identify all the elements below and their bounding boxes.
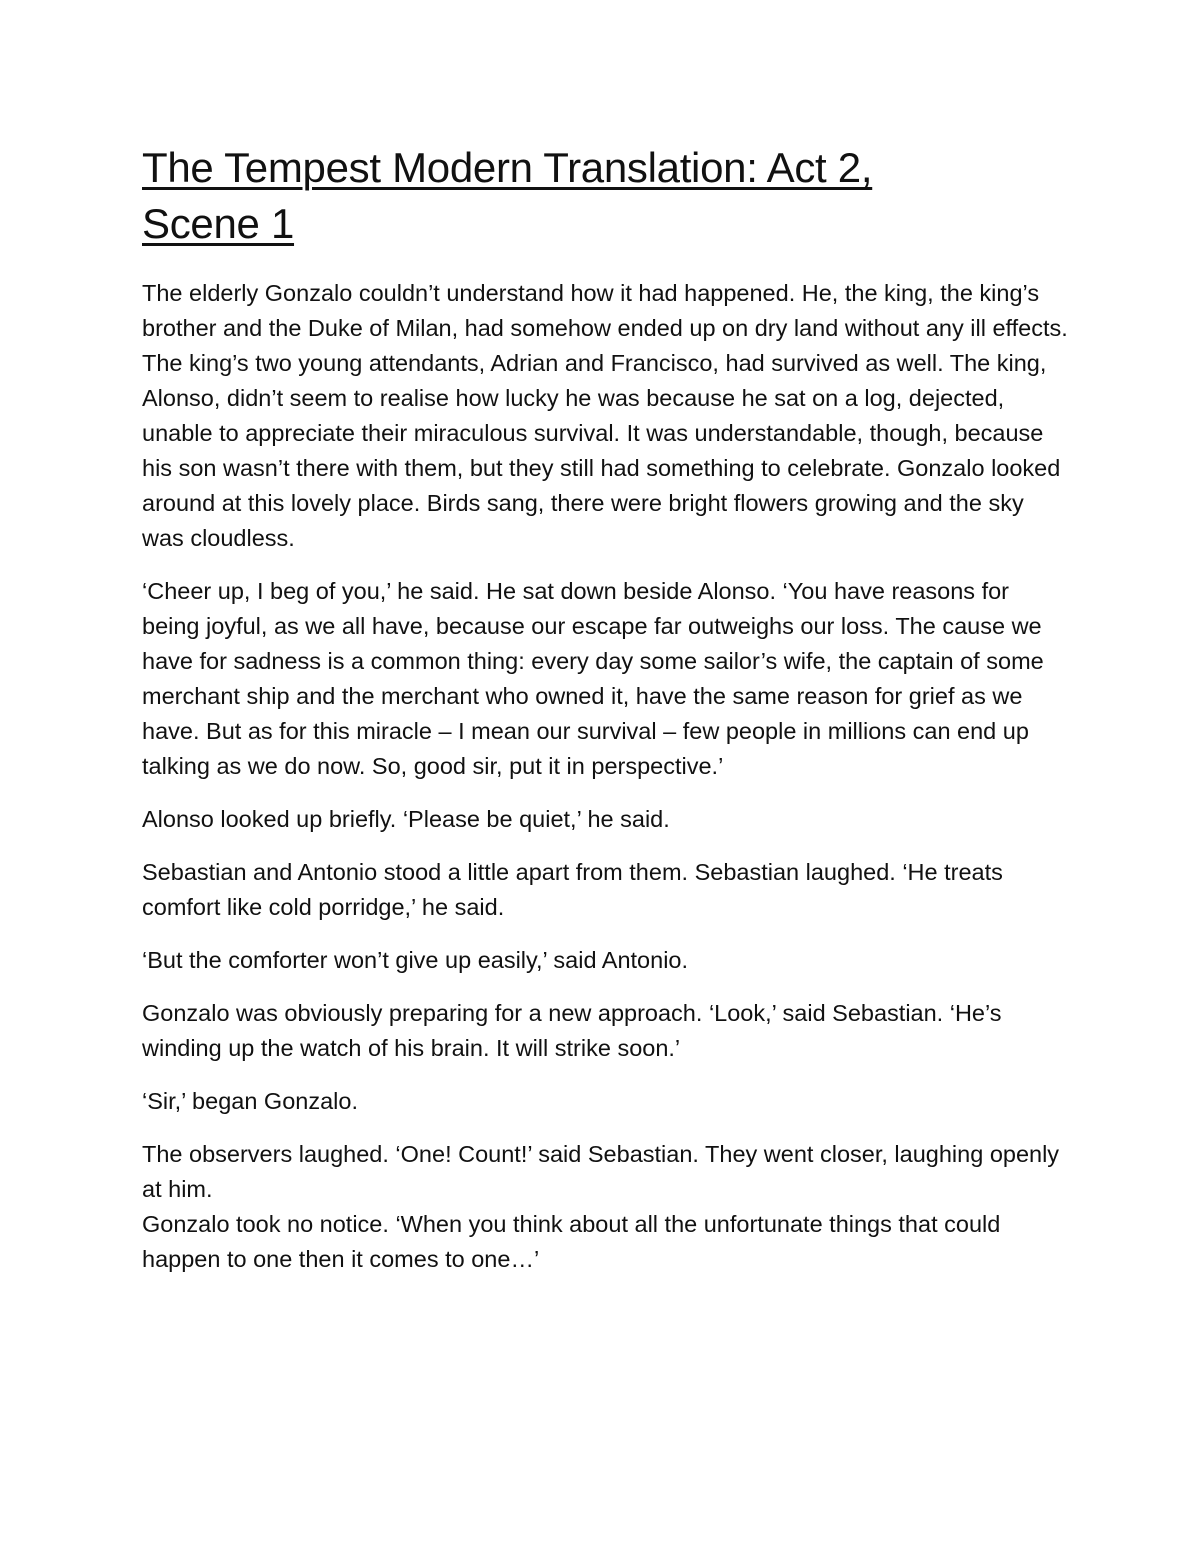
paragraph-gonzalo-no-notice: Gonzalo took no notice. ‘When you think about all the unfortunate things that could happen to one then it comes to one…’ <box>142 1211 1001 1272</box>
paragraph-sebastian-laughs: Sebastian and Antonio stood a little apart from them. Sebastian laughed. ‘He treats comfort like cold porridge,’ he said. <box>142 859 1003 920</box>
paragraph-sir-began: ‘Sir,’ began Gonzalo. <box>142 1088 358 1114</box>
document-body <box>142 140 1072 1295</box>
title-line-1: The Tempest Modern Translation: Act 2, <box>142 144 873 191</box>
paragraph-observers-laughed: The observers laughed. ‘One! Count!’ said Sebastian. They went closer, laughing openly at him. <box>142 1141 1060 1202</box>
paragraph-antonio-reply: ‘But the comforter won’t give up easily,’ said Antonio. <box>142 947 689 973</box>
paragraph-gonzalo-speech: ‘Cheer up, I beg of you,’ he said. He sat down beside Alonso. ‘You have reasons for being joyful, as we all have, because our escape far outweighs our loss. The cause we have for sadness is a common thing: every day some sailor’s wife, the captain of some merchant ship and the merchant who owned it, have the same reason for grief as we have. But as for this miracle – I mean our survival – few people in millions can end up talking as we do now. So, good sir, put it in perspective.’ <box>142 578 1044 779</box>
paragraph-opening: The elderly Gonzalo couldn’t understand how it had happened. He, the king, the king’s brother and the Duke of Milan, had somehow ended up on dry land without any ill effects. The king’s two young attendants, Adrian and Francisco, had survived as well. The king, Alonso, didn’t seem to realise how lucky he was because he sat on a log, dejected, unable to appreciate their miraculous survival. It was understandable, though, because his son wasn’t there with them, but they still had something to celebrate. Gonzalo looked around at this lovely place. Birds sang, there were bright flowers growing and the sky was cloudless. <box>142 280 1068 551</box>
paragraph-new-approach: Gonzalo was obviously preparing for a new approach. ‘Look,’ said Sebastian. ‘He’s winding up the watch of his brain. It will strike soon.’ <box>142 1000 1002 1061</box>
title-line-2: Scene 1 <box>142 200 295 247</box>
document-title <box>142 140 1072 252</box>
paragraph-alonso-reply: Alonso looked up briefly. ‘Please be quiet,’ he said. <box>142 806 670 832</box>
